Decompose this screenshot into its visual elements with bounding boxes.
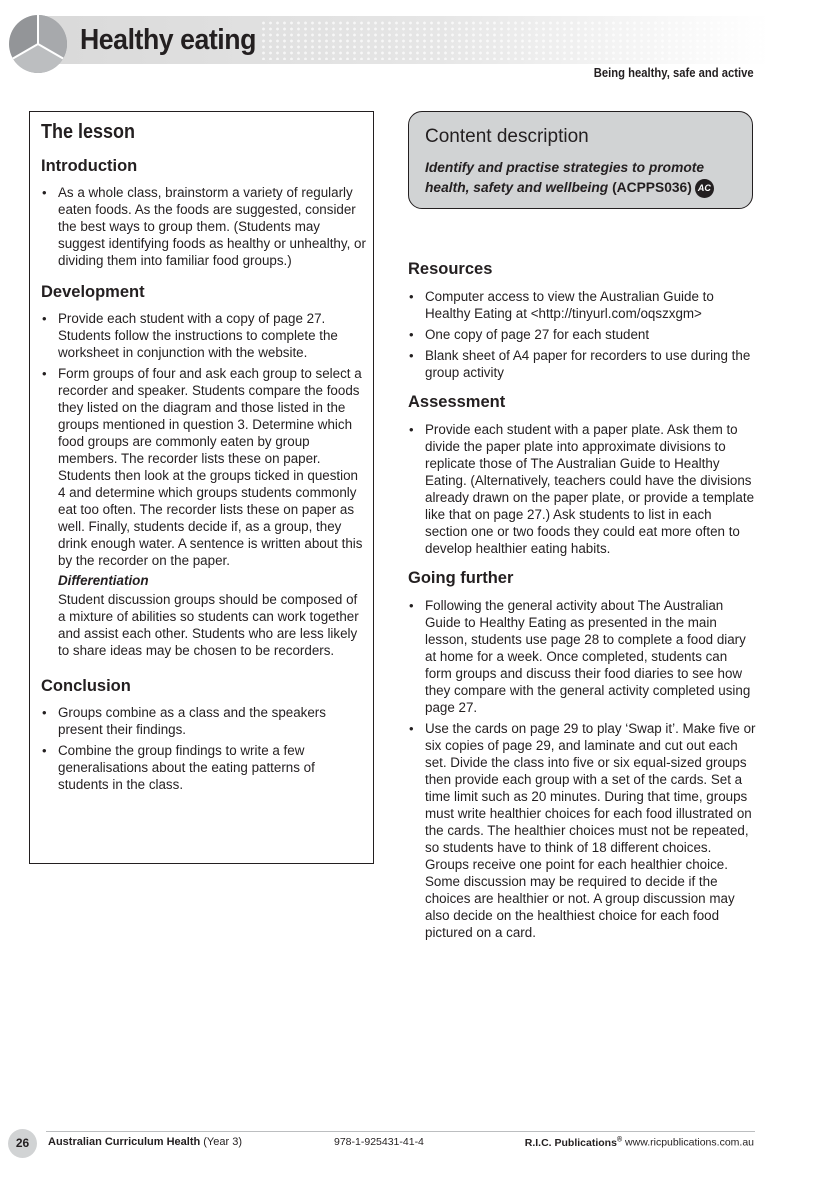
bullet-icon: • xyxy=(42,185,47,200)
page-number: 26 xyxy=(8,1129,37,1158)
list-item: • Computer access to view the Australian Guide to Healthy Eating at <http://tinyurl.com/oqszxgm> xyxy=(409,289,714,321)
bullet-icon: • xyxy=(409,348,414,363)
list-item: • Use the cards on page 29 to play ‘Swap it’. Make five or six copies of page 29, and laminate and cut out each set. Divide the class into five or six equal-sized groups then provide each group with a set of the cards. Set a time limit such as 20 minutes. During that time, groups must write healthier choices for each food illustrated on the cards. The healthier choices must not be repeated, so students have to think of 18 different choices. Groups receive one point for each healthier choice. Some discussion may be required to decide if the choices are healthier or not. A group discussion may also decide on the healthiest choice for each food pictured on a card. xyxy=(409,721,756,940)
list-item: • Provide each student with a paper plate. Ask them to divide the paper plate into approximate divisions to replicate those of The Australian Guide to Healthy Eating. (Alternatively, teachers could have the divisions already drawn on the paper plate, or provide a template like that on page 27.) Ask students to list in each section one or two foods they could eat more often to develop healthier eating habits. xyxy=(409,422,755,556)
bullet-icon: • xyxy=(42,311,47,326)
content-description-text: Identify and practise strategies to promote health, safety and wellbeing (ACPPS036) AC xyxy=(425,158,745,198)
development-list xyxy=(41,310,366,569)
conclusion-list xyxy=(41,704,366,793)
conclusion-heading: Conclusion xyxy=(41,677,131,695)
bullet-icon: • xyxy=(42,705,47,720)
footer-book-title: Australian Curriculum Health (Year 3) xyxy=(48,1136,242,1148)
content-description-title: Content description xyxy=(425,126,589,147)
list-item: • Combine the group findings to write a few generalisations about the eating patterns of students in the class. xyxy=(42,743,315,792)
list-item: • Form groups of four and ask each group to select a recorder and speaker. Students compare the foods they listed on the diagram and those listed in the groups mentioned in question 3. Determine which food groups are commonly eaten by group members. The recorder lists these on paper. Students then look at the groups ticked in question 4 and determine which groups students commonly eat too often. The recorder lists these on paper as well. Finally, students decide if, as a group, they drink enough water. A sentence is written about this by the recorder on the paper. xyxy=(42,366,363,568)
footer-website: www.ricpublications.com.au xyxy=(625,1136,754,1149)
assessment-heading: Assessment xyxy=(408,393,506,411)
curriculum-code: (ACPPS036) xyxy=(612,180,692,195)
lesson-content xyxy=(41,157,366,797)
right-column xyxy=(408,260,756,953)
resources-list xyxy=(408,288,756,381)
introduction-heading: Introduction xyxy=(41,157,138,175)
development-heading: Development xyxy=(41,283,145,301)
lesson-title: The lesson xyxy=(41,121,136,143)
differentiation-text: Student discussion groups should be composed of a mixture of abilities so students can work together and assist each other. Students who are less likely to share ideas may be chosen to be recorders. xyxy=(58,592,359,658)
bullet-icon: • xyxy=(409,598,414,613)
introduction-list xyxy=(41,184,366,269)
bullet-icon: • xyxy=(409,422,414,437)
ac-badge-icon: AC xyxy=(695,179,714,198)
lesson-box xyxy=(29,111,374,864)
bullet-icon: • xyxy=(42,743,47,758)
assessment-section xyxy=(408,393,756,557)
footer-divider xyxy=(46,1131,755,1132)
assessment-list xyxy=(408,421,756,557)
going-further-section xyxy=(408,569,756,941)
list-item: • Groups combine as a class and the speakers present their findings. xyxy=(42,705,326,737)
bullet-icon: • xyxy=(409,289,414,304)
resources-heading: Resources xyxy=(408,260,493,278)
list-item: • Blank sheet of A4 paper for recorders to use during the group activity xyxy=(409,348,751,380)
list-item: • One copy of page 27 for each student xyxy=(409,327,650,342)
header-texture xyxy=(260,20,770,60)
list-item: • Provide each student with a copy of page 27. Students follow the instructions to complete the worksheet in conjunction with the website. xyxy=(42,311,338,360)
differentiation-heading: Differentiation xyxy=(58,573,149,588)
going-further-list xyxy=(408,597,756,941)
bullet-icon: • xyxy=(409,721,414,736)
page-subtitle: Being healthy, safe and active xyxy=(594,66,754,80)
content-description-box xyxy=(408,111,753,209)
resources-section xyxy=(408,260,756,381)
going-further-heading: Going further xyxy=(408,569,514,587)
bullet-icon: • xyxy=(409,327,414,342)
pie-logo-icon xyxy=(8,14,68,74)
list-item: • As a whole class, brainstorm a variety of regularly eaten foods. As the foods are suggested, consider the best ways to group them. (Students may suggest identifying foods as healthy or unhealthy, or dividing them into familiar food groups.) xyxy=(42,185,366,268)
footer-publisher: R.I.C. Publications® www.ricpublications.com.au xyxy=(524,1136,754,1149)
footer-isbn: 978-1-925431-41-4 xyxy=(334,1136,424,1148)
list-item: • Following the general activity about The Australian Guide to Healthy Eating as presented in the main lesson, students use page 28 to complete a food diary at home for a week. Once completed, students can form groups and discuss their food diaries to see how they compare with the general activity completed using page 27. xyxy=(409,598,751,715)
bullet-icon: • xyxy=(42,366,47,381)
page-title: Healthy eating xyxy=(80,24,256,56)
